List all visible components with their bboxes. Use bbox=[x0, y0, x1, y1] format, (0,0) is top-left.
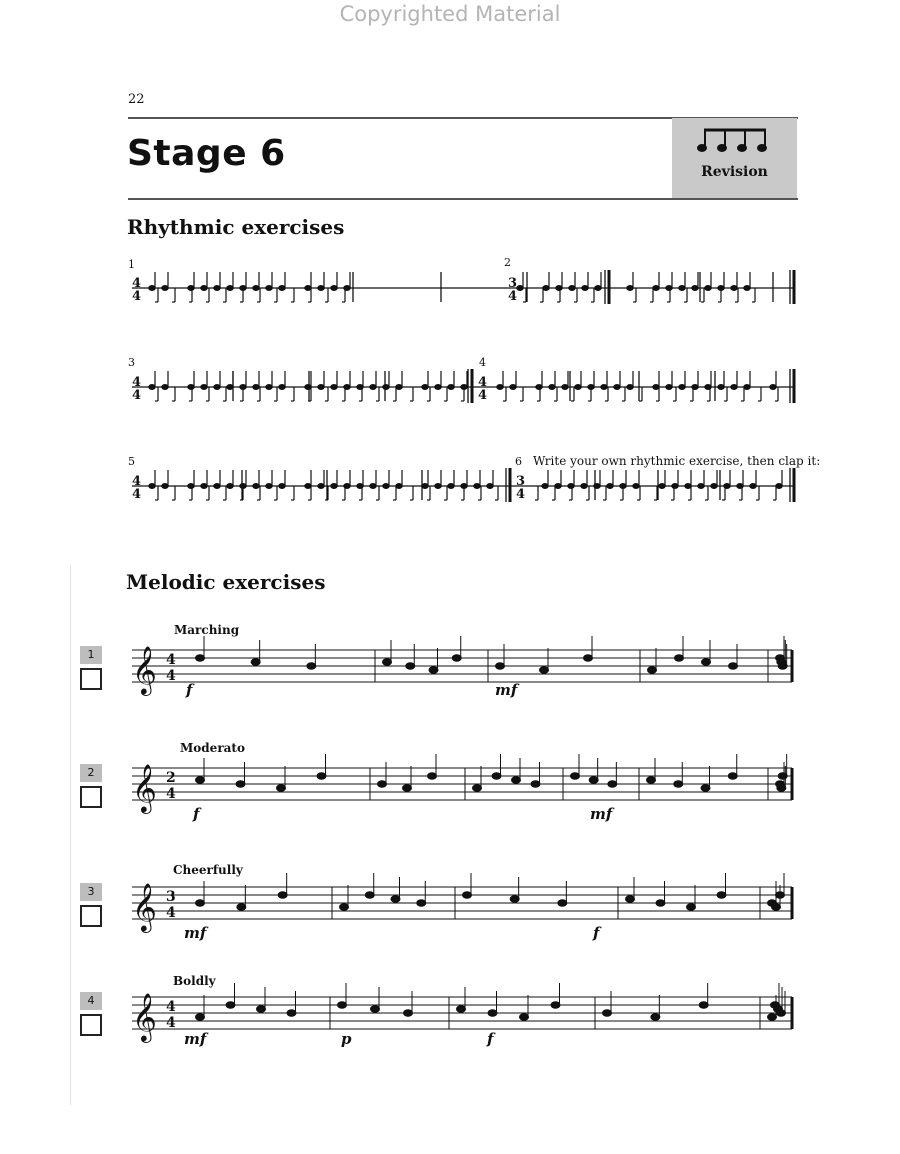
rhythm-note bbox=[435, 385, 441, 390]
note-head bbox=[378, 781, 387, 788]
rhythm-note bbox=[435, 484, 441, 489]
rhythm-note bbox=[318, 385, 324, 390]
rhythm-note bbox=[731, 286, 737, 291]
note-head bbox=[571, 773, 580, 780]
rhythm-note bbox=[705, 286, 711, 291]
rhythm-note bbox=[517, 286, 523, 291]
rhythm-note bbox=[383, 484, 389, 489]
rhythmic-exercise-number: 2 bbox=[504, 256, 511, 269]
rhythm-note bbox=[396, 484, 402, 489]
note-head bbox=[728, 773, 737, 780]
rhythm-note bbox=[594, 484, 600, 489]
note-head bbox=[428, 773, 437, 780]
rhythm-note bbox=[162, 286, 168, 291]
note-head bbox=[647, 777, 656, 784]
rhythm-note bbox=[383, 385, 389, 390]
rhythm-note bbox=[607, 484, 613, 489]
rhythm-note bbox=[510, 385, 516, 390]
melodic-exercises-heading: Melodic exercises bbox=[126, 570, 326, 594]
svg-text:4: 4 bbox=[132, 276, 142, 291]
dynamic-marking: mf bbox=[495, 681, 518, 699]
rhythm-note bbox=[318, 286, 324, 291]
rhythm-note bbox=[331, 286, 337, 291]
rhythmic-exercise-number: 5 bbox=[128, 455, 135, 468]
svg-text:4: 4 bbox=[132, 289, 142, 304]
rhythm-note bbox=[555, 484, 561, 489]
note-head bbox=[776, 892, 785, 899]
note-head bbox=[417, 900, 426, 907]
stage-title: Stage 6 bbox=[127, 133, 286, 174]
rhythm-note bbox=[627, 286, 633, 291]
rhythmic-exercises-score bbox=[120, 262, 810, 532]
svg-text:4: 4 bbox=[132, 375, 142, 390]
note-head bbox=[589, 777, 598, 784]
margin-line bbox=[70, 565, 71, 1105]
completion-checkbox[interactable] bbox=[80, 905, 102, 927]
note-head bbox=[457, 1006, 466, 1013]
time-signature-top: 2 bbox=[166, 770, 176, 786]
rhythm-note bbox=[370, 385, 376, 390]
rhythm-note bbox=[581, 484, 587, 489]
svg-text:4: 4 bbox=[132, 474, 142, 489]
note-head bbox=[278, 892, 287, 899]
rhythm-note bbox=[614, 385, 620, 390]
note-head bbox=[236, 781, 245, 788]
note-head bbox=[777, 1010, 786, 1017]
note-head bbox=[540, 667, 549, 674]
dynamic-marking: f bbox=[487, 1030, 494, 1048]
dynamic-marking: f bbox=[593, 924, 600, 942]
note-head bbox=[488, 1010, 497, 1017]
note-head bbox=[551, 1002, 560, 1009]
completion-checkbox[interactable] bbox=[80, 786, 102, 808]
rhythm-note bbox=[448, 484, 454, 489]
rhythm-note bbox=[253, 484, 259, 489]
exercise-number-badge: 3 bbox=[80, 883, 102, 901]
time-signature-bottom: 4 bbox=[166, 786, 176, 802]
note-head bbox=[651, 1014, 660, 1021]
rhythm-note bbox=[536, 385, 542, 390]
svg-text:3: 3 bbox=[516, 474, 526, 489]
treble-clef: 𝄞 bbox=[132, 882, 157, 931]
rhythm-note bbox=[448, 385, 454, 390]
note-head bbox=[340, 904, 349, 911]
rhythm-note bbox=[279, 286, 285, 291]
note-head bbox=[510, 896, 519, 903]
rhythmic-exercise-number: 3 bbox=[128, 356, 135, 369]
rhythm-note bbox=[331, 484, 337, 489]
rhythm-note bbox=[549, 385, 555, 390]
note-head bbox=[429, 667, 438, 674]
rhythm-note bbox=[659, 484, 665, 489]
rhythm-note bbox=[305, 385, 311, 390]
svg-text:4: 4 bbox=[508, 289, 518, 304]
note-head bbox=[778, 773, 787, 780]
rhythm-note bbox=[253, 286, 259, 291]
dynamic-marking: f bbox=[193, 805, 200, 823]
rhythm-note bbox=[305, 286, 311, 291]
rhythm-note bbox=[601, 385, 607, 390]
time-signature-top: 4 bbox=[166, 652, 176, 668]
rhythm-note bbox=[497, 385, 503, 390]
note-head bbox=[307, 663, 316, 670]
note-head bbox=[237, 904, 246, 911]
note-head bbox=[675, 655, 684, 662]
rhythm-note bbox=[305, 484, 311, 489]
rhythm-note bbox=[595, 286, 601, 291]
treble-clef: 𝄞 bbox=[132, 992, 157, 1041]
svg-text:4: 4 bbox=[132, 487, 142, 502]
page-number: 22 bbox=[128, 92, 145, 107]
rhythm-note bbox=[685, 484, 691, 489]
rhythm-note bbox=[744, 286, 750, 291]
note-head bbox=[404, 1010, 413, 1017]
rhythm-note bbox=[201, 286, 207, 291]
note-head bbox=[492, 773, 501, 780]
exercise-number-badge: 2 bbox=[80, 764, 102, 782]
svg-text:4: 4 bbox=[478, 388, 488, 403]
note-head bbox=[338, 1002, 347, 1009]
rhythm-note bbox=[162, 385, 168, 390]
rhythm-note bbox=[679, 286, 685, 291]
rhythm-note bbox=[582, 286, 588, 291]
time-signature-top: 4 bbox=[166, 999, 176, 1015]
rhythm-note bbox=[575, 385, 581, 390]
note-head bbox=[772, 904, 781, 911]
rhythm-note bbox=[227, 484, 233, 489]
note-head bbox=[452, 655, 461, 662]
rhythm-note bbox=[266, 286, 272, 291]
note-head bbox=[196, 777, 205, 784]
completion-checkbox[interactable] bbox=[80, 668, 102, 690]
revision-label: Revision bbox=[701, 164, 768, 180]
rhythm-note bbox=[542, 484, 548, 489]
rhythm-note bbox=[474, 484, 480, 489]
note-head bbox=[520, 1014, 529, 1021]
rhythm-note bbox=[422, 484, 428, 489]
dynamic-marking: mf bbox=[184, 924, 207, 942]
rhythm-notes-icon bbox=[672, 118, 797, 164]
time-signature-bottom: 4 bbox=[166, 905, 176, 921]
rhythm-note bbox=[543, 286, 549, 291]
time-signature-top: 3 bbox=[166, 889, 176, 905]
rhythm-note bbox=[627, 385, 633, 390]
note-head bbox=[226, 1002, 235, 1009]
note-head bbox=[277, 785, 286, 792]
note-head bbox=[687, 904, 696, 911]
note-head bbox=[463, 892, 472, 899]
dynamic-marking: p bbox=[341, 1030, 352, 1048]
rhythm-note bbox=[653, 286, 659, 291]
rhythm-note bbox=[227, 385, 233, 390]
note-head bbox=[383, 659, 392, 666]
rhythm-note bbox=[331, 385, 337, 390]
rhythm-note bbox=[214, 484, 220, 489]
rhythm-note bbox=[569, 286, 575, 291]
svg-text:4: 4 bbox=[132, 388, 142, 403]
note-head bbox=[406, 663, 415, 670]
note-head bbox=[768, 1014, 777, 1021]
header-rule-bottom bbox=[128, 198, 798, 200]
rhythm-note bbox=[711, 484, 717, 489]
note-head bbox=[603, 1010, 612, 1017]
rhythm-note bbox=[396, 385, 402, 390]
treble-clef: 𝄞 bbox=[132, 645, 157, 694]
note-head bbox=[287, 1010, 296, 1017]
rhythm-note bbox=[266, 385, 272, 390]
note-head bbox=[473, 785, 482, 792]
svg-text:3: 3 bbox=[508, 276, 518, 291]
rhythm-note bbox=[188, 385, 194, 390]
tempo-marking: Moderato bbox=[180, 741, 245, 755]
rhythm-note bbox=[568, 484, 574, 489]
rhythm-note bbox=[149, 484, 155, 489]
note-head bbox=[196, 1014, 205, 1021]
rhythm-note bbox=[227, 286, 233, 291]
rhythm-note bbox=[653, 385, 659, 390]
rhythm-note bbox=[188, 286, 194, 291]
note-head bbox=[699, 1002, 708, 1009]
rhythm-note bbox=[770, 385, 776, 390]
rhythm-note bbox=[750, 484, 756, 489]
dynamic-marking: mf bbox=[184, 1030, 207, 1048]
rhythm-note bbox=[422, 385, 428, 390]
rhythm-note bbox=[731, 385, 737, 390]
note-head bbox=[608, 781, 617, 788]
rhythm-note bbox=[562, 385, 568, 390]
melodic-exercises-score bbox=[120, 630, 810, 1050]
note-head bbox=[365, 892, 374, 899]
time-signature-bottom: 4 bbox=[166, 1015, 176, 1031]
rhythm-note bbox=[633, 484, 639, 489]
note-head bbox=[674, 781, 683, 788]
rhythm-note bbox=[149, 385, 155, 390]
rhythm-note bbox=[666, 286, 672, 291]
completion-checkbox[interactable] bbox=[80, 1014, 102, 1036]
svg-text:4: 4 bbox=[516, 487, 526, 502]
tempo-marking: Boldly bbox=[173, 974, 216, 988]
rhythmic-exercises-heading: Rhythmic exercises bbox=[127, 215, 345, 239]
note-head bbox=[648, 667, 657, 674]
dynamic-marking: f bbox=[186, 681, 193, 699]
rhythm-note bbox=[776, 484, 782, 489]
rhythm-note bbox=[149, 286, 155, 291]
note-head bbox=[403, 785, 412, 792]
note-head bbox=[512, 777, 521, 784]
note-head bbox=[558, 900, 567, 907]
rhythm-note bbox=[487, 484, 493, 489]
note-head bbox=[317, 773, 326, 780]
note-head bbox=[717, 892, 726, 899]
rhythm-note bbox=[692, 286, 698, 291]
rhythm-note bbox=[279, 484, 285, 489]
rhythm-note bbox=[188, 484, 194, 489]
note-head bbox=[257, 1006, 266, 1013]
rhythm-note bbox=[672, 484, 678, 489]
rhythm-note bbox=[679, 385, 685, 390]
rhythm-note bbox=[201, 484, 207, 489]
exercise-number-badge: 4 bbox=[80, 992, 102, 1010]
rhythm-note bbox=[214, 385, 220, 390]
note-head bbox=[196, 655, 205, 662]
rhythm-note bbox=[718, 385, 724, 390]
rhythm-note bbox=[214, 286, 220, 291]
note-head bbox=[196, 900, 205, 907]
note-head bbox=[777, 785, 786, 792]
rhythm-note bbox=[253, 385, 259, 390]
note-head bbox=[531, 781, 540, 788]
rhythm-note bbox=[666, 385, 672, 390]
rhythm-note bbox=[279, 385, 285, 390]
note-head bbox=[702, 659, 711, 666]
note-head bbox=[701, 785, 710, 792]
note-head bbox=[626, 896, 635, 903]
time-signature-bottom: 4 bbox=[166, 668, 176, 684]
note-head bbox=[251, 659, 260, 666]
tempo-marking: Marching bbox=[174, 623, 240, 637]
rhythmic-exercise-instruction: Write your own rhythmic exercise, then clap it: bbox=[533, 454, 821, 468]
note-head bbox=[778, 663, 787, 670]
note-head bbox=[371, 1006, 380, 1013]
copyright-watermark: Copyrighted Material bbox=[339, 2, 561, 26]
note-head bbox=[391, 896, 400, 903]
rhythm-note bbox=[266, 484, 272, 489]
rhythm-note bbox=[744, 385, 750, 390]
note-head bbox=[729, 663, 738, 670]
rhythm-note bbox=[370, 484, 376, 489]
rhythm-note bbox=[201, 385, 207, 390]
tempo-marking: Cheerfully bbox=[173, 863, 243, 877]
note-head bbox=[584, 655, 593, 662]
treble-clef: 𝄞 bbox=[132, 763, 157, 812]
rhythm-note bbox=[556, 286, 562, 291]
exercise-number-badge: 1 bbox=[80, 646, 102, 664]
rhythm-note bbox=[318, 484, 324, 489]
rhythm-note bbox=[162, 484, 168, 489]
revision-box bbox=[672, 118, 797, 198]
rhythmic-exercise-number: 1 bbox=[128, 258, 135, 271]
rhythmic-exercise-number: 4 bbox=[479, 356, 486, 369]
rhythm-note bbox=[698, 484, 704, 489]
svg-text:4: 4 bbox=[478, 375, 488, 390]
dynamic-marking: mf bbox=[590, 805, 613, 823]
note-head bbox=[656, 900, 665, 907]
note-head bbox=[496, 663, 505, 670]
rhythmic-exercise-number: 6 bbox=[515, 455, 522, 468]
